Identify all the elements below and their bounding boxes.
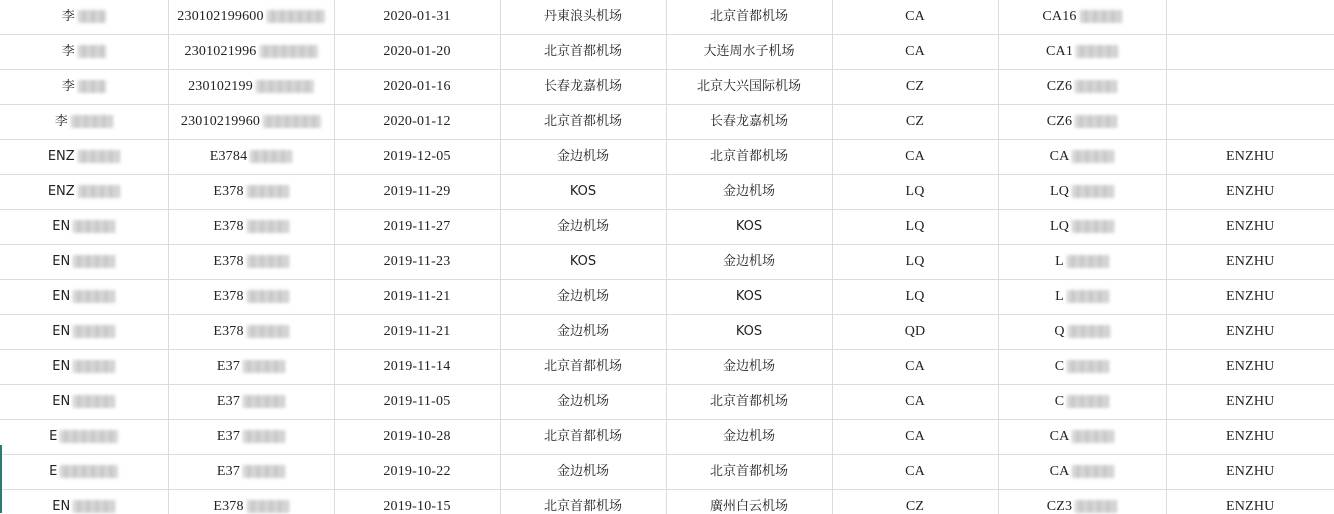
cell-arrival-airport: 北京首都机场 (666, 385, 832, 420)
cell-id-number: E37 (168, 385, 334, 420)
cell-passenger-name: ENZ (0, 175, 168, 210)
cell-flight-date: 2019-11-27 (334, 210, 500, 245)
cell-airline-code: CA (832, 350, 998, 385)
redaction-block (247, 220, 289, 233)
redaction-block (260, 45, 318, 58)
table-row (0, 245, 1334, 280)
redaction-block (1072, 185, 1114, 198)
redaction-block (73, 500, 115, 513)
redaction-block (73, 290, 115, 303)
redaction-block (1072, 220, 1114, 233)
cell-flight-number: LQ (998, 210, 1166, 245)
cell-flight-date: 2020-01-12 (334, 105, 500, 140)
cell-passenger-name: EN (0, 385, 168, 420)
cell-departure-airport: 长春龙嘉机场 (500, 70, 666, 105)
cell-extra-info: ENZHU (1166, 455, 1334, 490)
redaction-block (247, 325, 289, 338)
redaction-block (1067, 395, 1109, 408)
table-row (0, 0, 1334, 35)
cell-arrival-airport: KOS (666, 210, 832, 245)
cell-airline-code: CZ (832, 105, 998, 140)
redaction-block (267, 10, 325, 23)
cell-id-number: E3784 (168, 140, 334, 175)
cell-flight-number: LQ (998, 175, 1166, 210)
redaction-block (1076, 45, 1118, 58)
cell-flight-date: 2019-10-28 (334, 420, 500, 455)
cell-extra-info: ENZHU (1166, 315, 1334, 350)
redaction-block (1075, 80, 1117, 93)
cell-departure-airport: KOS (500, 175, 666, 210)
cell-arrival-airport: 大连周水子机场 (666, 35, 832, 70)
cell-flight-date: 2019-12-05 (334, 140, 500, 175)
cell-airline-code: CA (832, 455, 998, 490)
cell-extra-info: ENZHU (1166, 350, 1334, 385)
cell-departure-airport: 金边机场 (500, 140, 666, 175)
redaction-block (1072, 430, 1114, 443)
cell-departure-airport: 金边机场 (500, 455, 666, 490)
table-row (0, 175, 1334, 210)
redaction-block (71, 115, 113, 128)
cell-passenger-name: EN (0, 490, 168, 514)
cell-flight-number: Q (998, 315, 1166, 350)
cell-id-number: 230102199600 (168, 0, 334, 35)
cell-flight-date: 2019-10-22 (334, 455, 500, 490)
cell-departure-airport: 北京首都机场 (500, 490, 666, 514)
cell-airline-code: LQ (832, 210, 998, 245)
cell-id-number: 23010219960 (168, 105, 334, 140)
table-row (0, 385, 1334, 420)
table-row (0, 105, 1334, 140)
cell-arrival-airport: KOS (666, 315, 832, 350)
table-row (0, 420, 1334, 455)
cell-flight-number: CA (998, 455, 1166, 490)
cell-id-number: E37 (168, 350, 334, 385)
cell-arrival-airport: 廣州白云机场 (666, 490, 832, 514)
redaction-block (1067, 255, 1109, 268)
cell-flight-number: CA (998, 420, 1166, 455)
redaction-block (256, 80, 314, 93)
table-row (0, 210, 1334, 245)
cell-flight-number: C (998, 350, 1166, 385)
cell-arrival-airport: 长春龙嘉机场 (666, 105, 832, 140)
cell-arrival-airport: 金边机场 (666, 420, 832, 455)
redaction-block (73, 325, 115, 338)
cell-flight-date: 2019-11-14 (334, 350, 500, 385)
redaction-block (73, 360, 115, 373)
redaction-block (60, 465, 118, 478)
redaction-block (73, 395, 115, 408)
redaction-block (243, 430, 285, 443)
cell-flight-date: 2019-11-29 (334, 175, 500, 210)
redaction-block (78, 45, 106, 58)
redaction-block (247, 500, 289, 513)
cell-flight-number: CZ6 (998, 105, 1166, 140)
cell-id-number: E378 (168, 315, 334, 350)
redaction-block (1080, 10, 1122, 23)
cell-passenger-name: 李 (0, 105, 168, 140)
cell-passenger-name: E (0, 420, 168, 455)
cell-extra-info (1166, 35, 1334, 70)
cell-airline-code: CA (832, 140, 998, 175)
cell-passenger-name: ENZ (0, 140, 168, 175)
cell-arrival-airport: 北京首都机场 (666, 455, 832, 490)
cell-airline-code: LQ (832, 280, 998, 315)
table-row (0, 490, 1334, 514)
cell-departure-airport: 北京首都机场 (500, 35, 666, 70)
redaction-block (73, 255, 115, 268)
cell-arrival-airport: KOS (666, 280, 832, 315)
cell-flight-number: L (998, 280, 1166, 315)
redaction-block (250, 150, 292, 163)
redaction-block (243, 360, 285, 373)
cell-flight-date: 2019-10-15 (334, 490, 500, 514)
cell-arrival-airport: 北京首都机场 (666, 0, 832, 35)
cell-extra-info: ENZHU (1166, 490, 1334, 514)
cell-id-number: E37 (168, 455, 334, 490)
table-row (0, 35, 1334, 70)
redaction-block (60, 430, 118, 443)
cell-id-number: E37 (168, 420, 334, 455)
cell-extra-info: ENZHU (1166, 385, 1334, 420)
redaction-block (243, 465, 285, 478)
cell-airline-code: LQ (832, 175, 998, 210)
redaction-block (1067, 290, 1109, 303)
redaction-block (247, 255, 289, 268)
redaction-block (247, 185, 289, 198)
cell-passenger-name: EN (0, 315, 168, 350)
cell-extra-info (1166, 70, 1334, 105)
cell-flight-date: 2020-01-31 (334, 0, 500, 35)
cell-passenger-name: 李 (0, 70, 168, 105)
cell-airline-code: CZ (832, 70, 998, 105)
cell-flight-date: 2019-11-21 (334, 315, 500, 350)
cell-flight-number: L (998, 245, 1166, 280)
cell-departure-airport: 金边机场 (500, 315, 666, 350)
redaction-block (78, 10, 106, 23)
cell-flight-date: 2019-11-05 (334, 385, 500, 420)
cell-arrival-airport: 金边机场 (666, 245, 832, 280)
cell-passenger-name: E (0, 455, 168, 490)
redaction-block (1068, 325, 1110, 338)
cell-flight-number: CZ3 (998, 490, 1166, 514)
redaction-block (1075, 115, 1117, 128)
cell-airline-code: CA (832, 385, 998, 420)
cell-arrival-airport: 金边机场 (666, 350, 832, 385)
table-row (0, 350, 1334, 385)
cell-departure-airport: 金边机场 (500, 385, 666, 420)
cell-id-number: 230102199 (168, 70, 334, 105)
cell-departure-airport: 北京首都机场 (500, 420, 666, 455)
redaction-block (78, 80, 106, 93)
cell-extra-info: ENZHU (1166, 280, 1334, 315)
cell-departure-airport: KOS (500, 245, 666, 280)
redaction-block (263, 115, 321, 128)
cell-extra-info: ENZHU (1166, 175, 1334, 210)
table-row (0, 70, 1334, 105)
cell-airline-code: QD (832, 315, 998, 350)
redaction-block (78, 150, 120, 163)
redaction-block (1072, 465, 1114, 478)
cell-airline-code: CZ (832, 490, 998, 514)
cell-flight-number: CA16 (998, 0, 1166, 35)
cell-passenger-name: EN (0, 245, 168, 280)
cell-extra-info: ENZHU (1166, 420, 1334, 455)
cell-extra-info: ENZHU (1166, 140, 1334, 175)
redaction-block (1067, 360, 1109, 373)
cell-extra-info: ENZHU (1166, 210, 1334, 245)
table-row (0, 280, 1334, 315)
table-row (0, 315, 1334, 350)
cell-id-number: E378 (168, 210, 334, 245)
redaction-block (247, 290, 289, 303)
cell-departure-airport: 金边机场 (500, 280, 666, 315)
redaction-block (1075, 500, 1117, 513)
row-accent-marker (0, 445, 2, 513)
cell-extra-info (1166, 0, 1334, 35)
cell-arrival-airport: 北京首都机场 (666, 140, 832, 175)
cell-passenger-name: 李 (0, 0, 168, 35)
redaction-block (73, 220, 115, 233)
cell-departure-airport: 北京首都机场 (500, 105, 666, 140)
cell-flight-date: 2020-01-20 (334, 35, 500, 70)
cell-airline-code: CA (832, 420, 998, 455)
cell-id-number: 2301021996 (168, 35, 334, 70)
table-row (0, 140, 1334, 175)
cell-flight-number: CA (998, 140, 1166, 175)
cell-departure-airport: 丹東浪头机场 (500, 0, 666, 35)
cell-id-number: E378 (168, 490, 334, 514)
cell-id-number: E378 (168, 280, 334, 315)
cell-airline-code: CA (832, 0, 998, 35)
cell-airline-code: LQ (832, 245, 998, 280)
redaction-block (243, 395, 285, 408)
redaction-block (78, 185, 120, 198)
cell-flight-date: 2019-11-21 (334, 280, 500, 315)
table-row (0, 455, 1334, 490)
redaction-block (1072, 150, 1114, 163)
cell-passenger-name: EN (0, 280, 168, 315)
cell-passenger-name: 李 (0, 35, 168, 70)
cell-airline-code: CA (832, 35, 998, 70)
cell-id-number: E378 (168, 245, 334, 280)
cell-passenger-name: EN (0, 210, 168, 245)
cell-passenger-name: EN (0, 350, 168, 385)
cell-flight-date: 2019-11-23 (334, 245, 500, 280)
cell-flight-number: CZ6 (998, 70, 1166, 105)
cell-flight-date: 2020-01-16 (334, 70, 500, 105)
cell-flight-number: C (998, 385, 1166, 420)
cell-departure-airport: 金边机场 (500, 210, 666, 245)
cell-id-number: E378 (168, 175, 334, 210)
cell-arrival-airport: 北京大兴国际机场 (666, 70, 832, 105)
cell-extra-info (1166, 105, 1334, 140)
cell-extra-info: ENZHU (1166, 245, 1334, 280)
cell-departure-airport: 北京首都机场 (500, 350, 666, 385)
cell-arrival-airport: 金边机场 (666, 175, 832, 210)
cell-flight-number: CA1 (998, 35, 1166, 70)
